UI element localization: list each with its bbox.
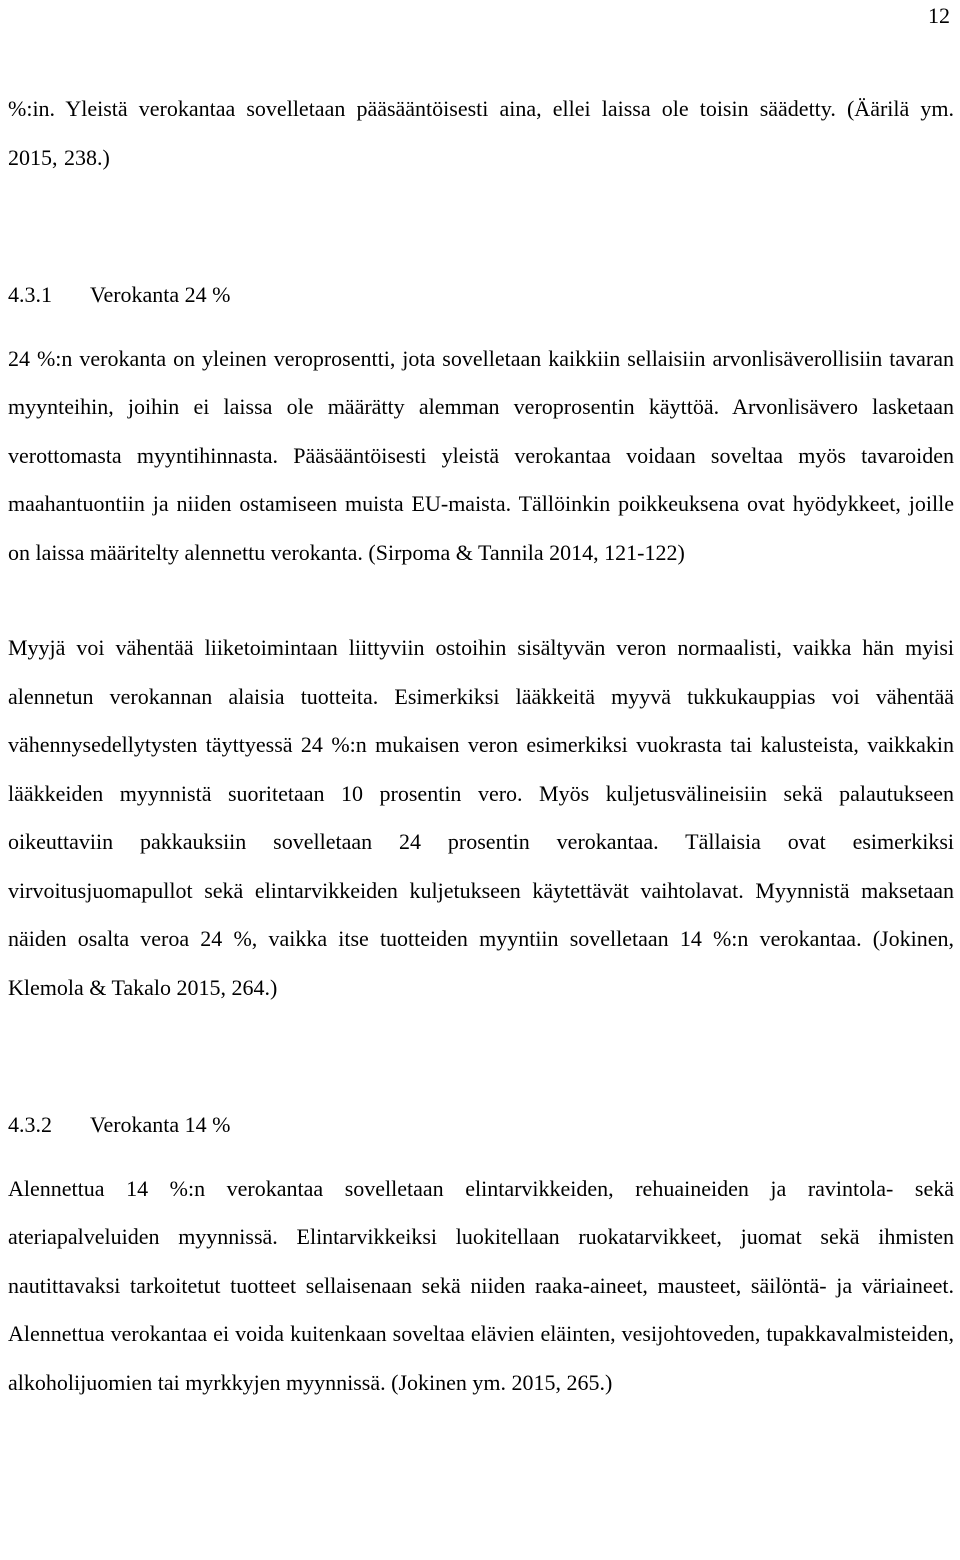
section-title: Verokanta 14 % [90, 1112, 231, 1137]
section-number: 4.3.1 [8, 282, 52, 307]
section-number: 4.3.2 [8, 1112, 52, 1137]
deduction-paragraph: Myyjä voi vähentää liiketoimintaan liittyviin ostoihin sisältyvän veron normaalisti, vaikka hän myisi alennetun verokannan alaisia tuotteita. Esimerkiksi lääkkeitä myyvä tukkukauppias voi vähentää vähennysedellytysten täyttyessä 24 %:n mukaisen veron esimerkiksi vuokrasta tai kalusteista, vaikkakin lääkkeiden myynnistä suoritetaan 10 prosentin vero. Myös kuljetusvälineisiin sekä palautukseen oikeuttaviin pakkauksiin sovelletaan 24 prosentin verokantaa. Tällaisia ovat esimerkiksi virvoitusjuomapullot sekä elintarvikkeiden kuljetukseen käytettävät vaihtolavat. Myynnistä maksetaan näiden osalta veroa 24 %, vaikka itse tuotteiden myyntiin sovelletaan 14 %:n verokantaa. (Jokinen, Klemola & Takalo 2015, 264.) [8, 635, 954, 1000]
intro-paragraph: %:in. Yleistä verokantaa sovelletaan pääsääntöisesti aina, ellei laissa ole toisin säädetty. (Äärilä ym. 2015, 238.) [8, 96, 954, 170]
section-heading-4-3-2 [8, 1101, 954, 1150]
document-body [8, 85, 954, 1407]
page-number: 12 [928, 3, 950, 28]
vat-14-paragraph: Alennettua 14 %:n verokantaa sovelletaan elintarvikkeiden, rehuaineiden ja ravintola- sekä ateriapalveluiden myynnissä. Elintarvikkeiksi luokitellaan ruokatarvikkeet, juomat sekä ihmisten nautittavaksi tarkoitetut tuotteet sellaisenaan sekä niiden raaka-aineet, mausteet, säilöntä- ja väriaineet. Alennettua verokantaa ei voida kuitenkaan soveltaa elävien eläinten, vesijohtoveden, tupakkavalmisteiden, alkoholijuomien tai myrkkyjen myynnissä. (Jokinen ym. 2015, 265.) [8, 1175, 954, 1395]
section-heading-4-3-1 [8, 271, 954, 320]
vat-24-paragraph: 24 %:n verokanta on yleinen veroprosentti, jota sovelletaan kaikkiin sellaisiin arvonlisäverollisiin tavaran myynteihin, joihin ei laissa ole määrätty alemman veroprosentin käyttöä. Arvonlisävero lasketaan verottomasta myyntihinnasta. Pääsääntöisesti yleistä verokantaa voidaan soveltaa myös tavaroiden maahantuontiin ja niiden ostamiseen muista EU-maista. Tällöinkin poikkeuksena ovat hyödykkeet, joille on laissa määritelty alennettu verokanta. (Sirpoma & Tannila 2014, 121-122) [8, 345, 954, 565]
section-title: Verokanta 24 % [90, 282, 231, 307]
